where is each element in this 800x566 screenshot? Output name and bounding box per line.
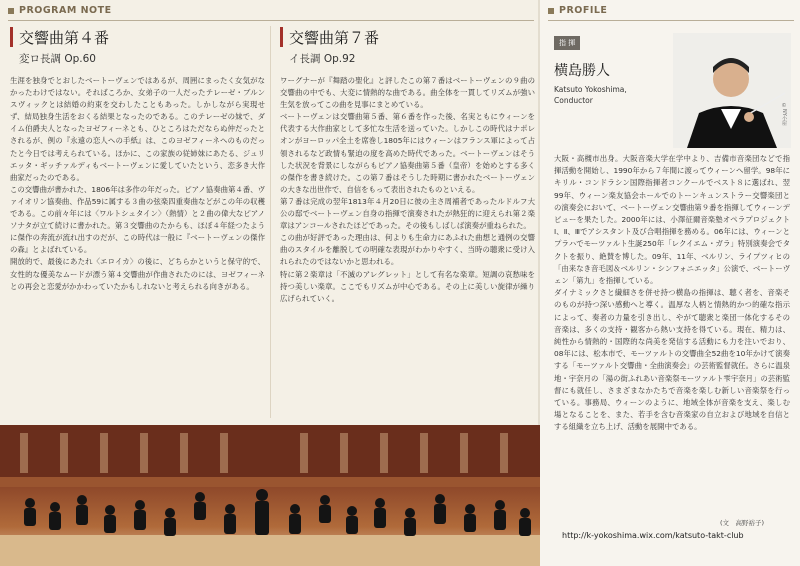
symphony-7-body: ワーグナーが『舞踏の聖化』と評したこの第７番はベートーヴェンの９曲の交響曲の中でも、大変に情熱的な曲である。曲全体を一貫してリズムが強い生気を放ってこの曲を見事にまとめている。 ベートーヴェンは交響曲第５番、第６番を作った後、名実ともにウィーンを代表する大作曲家として多忙な生活を送っていた。しかしこの時代はナポレオンがヨーロッパ全土を席巻し1805年にはウィーンはフランス軍によって占領されるなど政情も緊迫の度を高めた時代であった。ベートーヴェンはそうした状況を背景にしながらもピアノ協奏曲第５番（皇帝）を始めとする多くの傑作を書き続けた。この第７番はそうした時期に書かれたベートーヴェンの大きな出世作で、自信をもって表出されたものといえる。 第７番は完成の翌年1813年４月20日に彼の主さ周補者であったルドルフ大公の邸でベートーヴェン自身の指揮で演奏されたが熱狂的に迎えられ第２楽章はアンコールされたほどであった。その後もしばしば演奏が重ねられた。 この曲が好評であった理由は、何よりも生命力にあふれた曲想と通例の交響曲のスタイルを離脱しての明確な表現がわかりやすく、当時の聴衆に受け入れられたのではないかと思われる。 特に第２楽章は「不滅のアレグレット」として有名な楽章。短調の哀愁味を持つ美しい楽章。ここでもリズムが中心である。その上に美しい旋律が繰り広げられていく。 bbox=[280, 76, 535, 303]
symphony-7-title-row bbox=[280, 26, 535, 48]
symphony-4-title-row bbox=[10, 26, 265, 48]
orchestra-photo bbox=[0, 425, 540, 566]
program-note-rule bbox=[8, 20, 534, 21]
symphony-4-body: 生涯を独身でとおしたベートーヴェンではあるが、周囲にまったく女気がなかったわけではない。そればころか、女弟子の一人だったテレーゼ・ブルンスヴィックとは結婚の約束を交わしたこともあった。しかしながら実現せず、結局独身生活をおくる結果となったのである。このテレーゼの妹で、ダイム伯爵夫人となったヨゼフィーネとも、ひところはただならぬ仲だったとされるが、例の『永遠の恋人への手紙』は、このヨゼフィーネへのものだったと今日では考えられている。ほかに、この家族の従姉妹にあたる、ジュリエッタ・ギッチァルディもベートーヴェンに愛していたという、恋多き大作曲家だったのである。 この交響曲が書かれた、1806年は多作の年だった。ピアノ協奏曲第４番、ヴァイオリン協奏曲、作品59に属する３曲の弦楽四重奏曲などがこの年の収穫である。この前々年には〈ワルトシュタイン〉（熱情）と２曲の偉大なピアノソナタが立て続けに書かれた。第３交響曲のたからも、ほぼ４年経つたように傑作の奔流が流れ出すのだが、この時代は一般に『ベートーヴェンの傑作の森』とよばれている。 開放的で、最後にあたれ〈エロイカ〉の後に、どちらかというと保守的で、女性的な優美なムードが漂う第４交響曲が作曲されたのには、ヨゼフィーネとの再会と恋愛がかかわっていたかもしれないと考えられる向きがある。 bbox=[10, 76, 265, 291]
photo-credit: ©NY小屋 bbox=[781, 103, 787, 126]
conductor-name-english: Katsuto Yokoshima, Conductor bbox=[554, 85, 627, 105]
profile-url-link[interactable]: http://k-yokoshima.wix.com/katsuto-takt-club bbox=[562, 531, 744, 540]
symphony-7-title: 交響曲第７番 bbox=[289, 28, 380, 47]
symphony-7-subtitle: イ長調 Op.92 bbox=[289, 53, 356, 65]
symphony-4-subtitle: 変ロ長調 Op.60 bbox=[19, 53, 96, 65]
conductor-portrait-illustration bbox=[673, 33, 791, 148]
title-accent-bar bbox=[10, 27, 13, 47]
symphony-4-column bbox=[10, 26, 265, 293]
column-separator bbox=[270, 26, 271, 418]
profile-heading: PROFILE bbox=[548, 5, 607, 16]
author-credit: (文 高野裕子) bbox=[720, 519, 765, 527]
orchestra-photo-illustration bbox=[0, 425, 540, 566]
conductor-biography bbox=[554, 153, 790, 434]
conductor-role-badge: 指 揮 bbox=[554, 36, 580, 50]
title-accent-bar bbox=[280, 27, 283, 47]
conductor-portrait bbox=[673, 33, 791, 148]
biography-text: 大阪・高槻市出身。大阪音楽大学在学中より、吉備市音楽団などで指揮活動を開始し、1990年から７年間に渡ってウィーンへ留学。98年にキリル・コンドラシン国際指揮者コンクールでベスト８に選ばれ、翌99年、ウィーン楽友協会ホールでのトーンキュンストラー交響楽団との演奏会において、ベートーヴェン交響曲第９番を指揮してウィーンデビューを果たした。2000年には、小澤征爾音楽塾オペラプロジェクトⅠ、Ⅱ、Ⅲでアシスタント及び合唱指揮を務める。06年には、ウィーンとプラハでモーツァルト生誕250年「レクイエム・ガラ」特別演奏会でタクトを振り、絶賛を博した。09年、11年、ベルリン、ライプツィヒの「由来なき音毛図＆ベルリン・シンフォニエッタ」公演で、ベートーヴェン「第九」を指揮している。 ダイナミックさと繊細さを併せ持つ横島の指揮は、聴く者を、音楽そのものが持つ深い感動へと導く。温厚な人柄と情熱的かつ的確な指示によって、奏者の力量を引き出し、やがて聴衆と楽団一体化するその音楽は、多くの支持・観客から熱い支持を得ている。現在、精力は、純性から情熱的・国際的な尚美を発信する活動にも力を注いでおり、08年には、松本市で、モーツァルトの交響曲全52曲を10年かけて演奏する「モーツァルト交響曲・全曲演奏会」の芸術監督就任。さらに温泉地・宇奈月の「湯の街ふれあい音楽祭モーツァルト雫宇奈月」の芸術監督にも就任し、さまざまなかたちで音楽を楽しむ新しい音楽祭を行っている。事務局、ウィーンのように、地域全体が音楽を支え、楽しむ場となることを、また、若手を含む音楽家の自立および地域を自信とする組織を立ち上げ、活動を展開中である。 bbox=[554, 154, 790, 432]
symphony-4-title: 交響曲第４番 bbox=[19, 28, 110, 47]
program-note-heading: PROGRAM NOTE bbox=[8, 5, 112, 16]
conductor-name: 横島勝人 bbox=[554, 63, 610, 79]
symphony-7-column bbox=[280, 26, 535, 305]
profile-rule bbox=[548, 20, 794, 21]
